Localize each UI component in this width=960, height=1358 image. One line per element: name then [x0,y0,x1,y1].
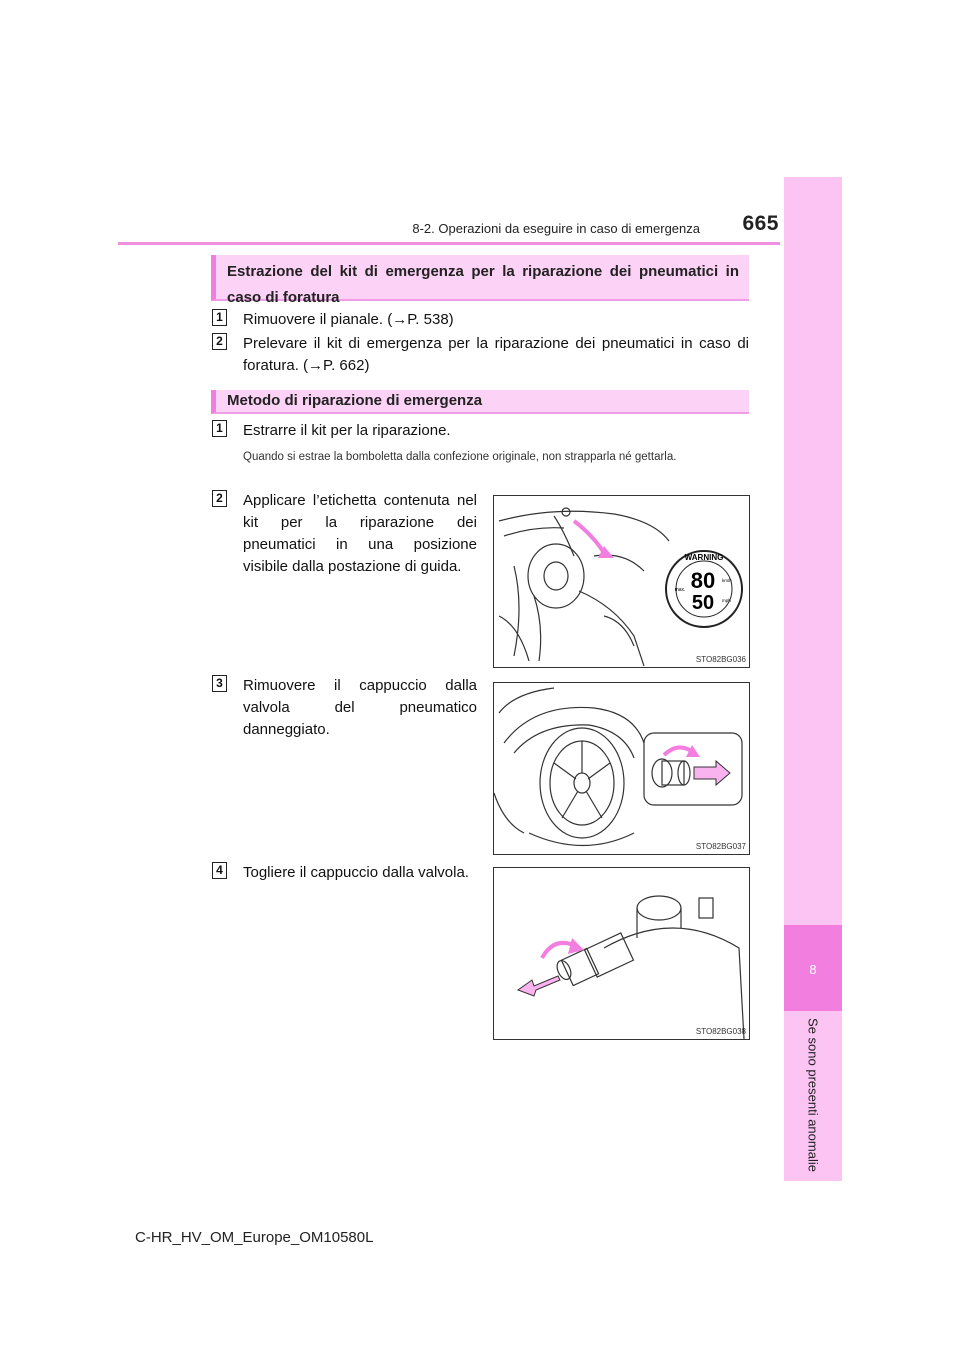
step-badge: 1 [212,309,227,326]
page-number: 665 [742,212,779,235]
section-heading-kit-removal: Estrazione del kit di emergenza per la riparazione dei pneumatici in caso di foratura [211,255,749,301]
figure-valve-cap [493,682,750,855]
dashboard-illustration [494,496,749,667]
warning-label-icon [666,551,742,627]
step-badge: 2 [212,333,227,350]
wheel-illustration [494,683,749,854]
figure-caption: STO82BG037 [695,842,746,851]
warning-label-unit-kmh: km/h [722,578,732,583]
header-rule [118,242,780,245]
warning-label-max: max. [674,587,686,593]
step-badge: 2 [212,490,227,507]
warning-label-kmh: 80 [690,568,716,593]
step-badge: 3 [212,675,227,692]
warning-label-unit-mph: mph [722,598,731,603]
chapter-label: Se sono presenti anomalie [805,1018,821,1172]
step-text: Togliere il cappuccio dalla valvola. [243,864,469,881]
section-title: 8-2. Operazioni da eseguire in caso di emergenza [412,221,700,236]
step-badge: 1 [212,420,227,437]
figure-bottle-cap [493,867,750,1040]
figure-warning-label [493,495,750,668]
step-badge: 4 [212,862,227,879]
step-text: Rimuovere il cappuccio dalla valvola del pneumatico danneggiato. [243,677,477,738]
step-text: Estrarre il kit per la riparazione. [243,422,451,439]
step-note: Quando si estrae la bomboletta dalla confezione originale, non strapparla né gettarla. [243,451,677,463]
warning-label-mph: 50 [691,592,715,614]
figure-caption: STO82BG036 [695,655,746,664]
bottle-illustration [494,868,749,1039]
figure-caption: STO82BG038 [695,1027,746,1036]
chapter-number: 8 [809,962,817,977]
step-text: Applicare l’etichetta contenuta nel kit per la riparazione dei pneumatici in una posizione visibile dalla postazione di guida. [243,492,477,575]
step-text: Rimuovere il pianale. (→P. 538) [243,311,454,328]
section-heading-repair-method: Metodo di riparazione di emergenza [211,390,749,414]
document-code: C-HR_HV_OM_Europe_OM10580L [135,1229,374,1246]
warning-label-word: WARNING [684,553,724,562]
step-text: Prelevare il kit di emergenza per la riparazione dei pneumatici in caso di foratura. (→P. 662) [243,335,749,374]
